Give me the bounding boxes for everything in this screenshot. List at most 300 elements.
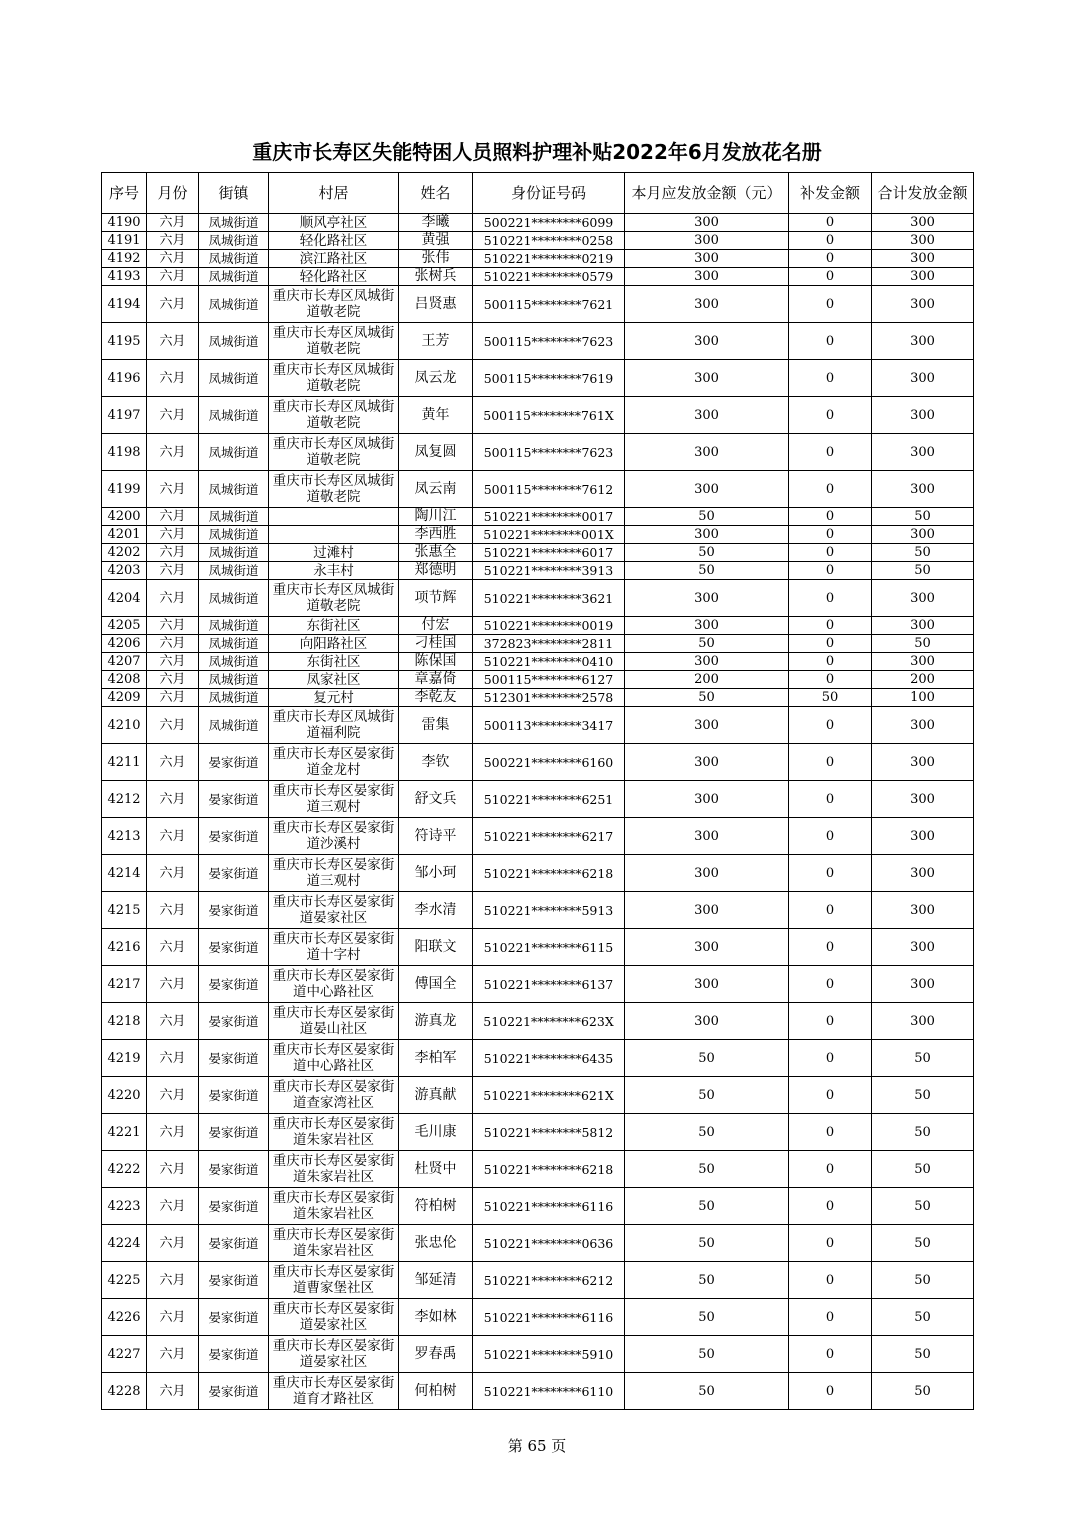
table-cell: 300: [872, 818, 974, 855]
table-cell: 300: [625, 1003, 789, 1040]
table-cell: 0: [789, 250, 872, 268]
table-cell: 过滩村: [269, 544, 399, 562]
table-cell: 吕贤惠: [399, 286, 473, 323]
table-cell: 510221********001X: [473, 526, 625, 544]
table-cell: 六月: [147, 689, 199, 707]
table-cell: 复元村: [269, 689, 399, 707]
table-cell: 300: [625, 707, 789, 744]
table-cell: 0: [789, 562, 872, 580]
roster-table: [101, 172, 974, 1410]
header-cell: 补发金额: [789, 173, 872, 214]
table-cell: 晏家街道: [199, 929, 269, 966]
table-row: [102, 397, 974, 434]
table-cell: 4191: [102, 232, 147, 250]
table-cell: 永丰村: [269, 562, 399, 580]
table-cell: 晏家街道: [199, 1151, 269, 1188]
table-cell: 0: [789, 855, 872, 892]
table-cell: 510221********5910: [473, 1336, 625, 1373]
table-row: [102, 1299, 974, 1336]
table-cell: 六月: [147, 1077, 199, 1114]
table-cell: 六月: [147, 1373, 199, 1410]
table-cell: 六月: [147, 214, 199, 232]
table-cell: 510221********6116: [473, 1299, 625, 1336]
table-cell: 0: [789, 268, 872, 286]
table-cell: 50: [625, 1299, 789, 1336]
table-cell: 500115********7619: [473, 360, 625, 397]
table-cell: 510221********0219: [473, 250, 625, 268]
table-cell: 510221********6217: [473, 818, 625, 855]
table-cell: 500115********761X: [473, 397, 625, 434]
table-row: [102, 1114, 974, 1151]
table-cell: 重庆市长寿区凤城街道敬老院: [269, 471, 399, 508]
table-cell: 重庆市长寿区凤城街道敬老院: [269, 580, 399, 617]
table-cell: 510221********0258: [473, 232, 625, 250]
table-cell: 六月: [147, 562, 199, 580]
table-cell: 50: [872, 1040, 974, 1077]
header-cell: 身份证号码: [473, 173, 625, 214]
table-cell: 500115********7621: [473, 286, 625, 323]
table-cell: 张树兵: [399, 268, 473, 286]
table-cell: 4202: [102, 544, 147, 562]
table-cell: 510221********6212: [473, 1262, 625, 1299]
table-cell: 凤城街道: [199, 508, 269, 526]
table-cell: 重庆市长寿区凤城街道敬老院: [269, 360, 399, 397]
table-row: [102, 434, 974, 471]
table-cell: 50: [625, 1336, 789, 1373]
table-cell: 300: [872, 781, 974, 818]
table-cell: 六月: [147, 1040, 199, 1077]
table-cell: 510221********623X: [473, 1003, 625, 1040]
table-cell: 凤城街道: [199, 232, 269, 250]
table-cell: 邹延清: [399, 1262, 473, 1299]
table-cell: 凤城街道: [199, 323, 269, 360]
table-cell: 凤城街道: [199, 526, 269, 544]
table-cell: 重庆市长寿区晏家街道三观村: [269, 781, 399, 818]
table-cell: 六月: [147, 1225, 199, 1262]
table-cell: 300: [625, 214, 789, 232]
table-cell: 0: [789, 286, 872, 323]
table-cell: 510221********5812: [473, 1114, 625, 1151]
table-cell: 0: [789, 744, 872, 781]
table-cell: 阳联文: [399, 929, 473, 966]
table-cell: 4194: [102, 286, 147, 323]
table-cell: 300: [872, 434, 974, 471]
table-cell: 张惠全: [399, 544, 473, 562]
table-cell: 六月: [147, 1299, 199, 1336]
table-cell: 轻化路社区: [269, 268, 399, 286]
table-row: [102, 1040, 974, 1077]
table-cell: 六月: [147, 617, 199, 635]
table-cell: 50: [625, 1077, 789, 1114]
table-cell: 300: [625, 744, 789, 781]
table-cell: 510221********6137: [473, 966, 625, 1003]
table-cell: 东街社区: [269, 653, 399, 671]
table-cell: 凤城街道: [199, 544, 269, 562]
table-cell: 510221********0579: [473, 268, 625, 286]
table-cell: 六月: [147, 526, 199, 544]
table-cell: 0: [789, 1262, 872, 1299]
table-cell: 300: [872, 397, 974, 434]
table-row: [102, 526, 974, 544]
table-cell: 重庆市长寿区晏家街道朱家岩社区: [269, 1151, 399, 1188]
table-cell: 轻化路社区: [269, 232, 399, 250]
table-row: [102, 268, 974, 286]
table-row: [102, 1188, 974, 1225]
table-cell: 六月: [147, 1003, 199, 1040]
table-cell: 300: [872, 892, 974, 929]
table-cell: [269, 526, 399, 544]
table-row: [102, 892, 974, 929]
table-cell: 张忠伦: [399, 1225, 473, 1262]
table-cell: 晏家街道: [199, 1188, 269, 1225]
table-cell: 晏家街道: [199, 781, 269, 818]
table-cell: 4213: [102, 818, 147, 855]
table-cell: 六月: [147, 508, 199, 526]
table-cell: 500221********6099: [473, 214, 625, 232]
header-cell: 月份: [147, 173, 199, 214]
table-cell: 六月: [147, 1114, 199, 1151]
table-cell: 晏家街道: [199, 1262, 269, 1299]
table-cell: 重庆市长寿区晏家街道金龙村: [269, 744, 399, 781]
table-cell: 50: [872, 1114, 974, 1151]
table-cell: 300: [625, 653, 789, 671]
table-cell: 李水清: [399, 892, 473, 929]
table-cell: 游真献: [399, 1077, 473, 1114]
table-cell: 4212: [102, 781, 147, 818]
table-cell: 510221********0410: [473, 653, 625, 671]
table-cell: 六月: [147, 580, 199, 617]
table-cell: 重庆市长寿区晏家街道晏家社区: [269, 1299, 399, 1336]
table-cell: 凤复圆: [399, 434, 473, 471]
header-cell: 村居: [269, 173, 399, 214]
table-cell: 50: [872, 1077, 974, 1114]
table-row: [102, 1336, 974, 1373]
table-cell: 4210: [102, 707, 147, 744]
table-cell: 0: [789, 232, 872, 250]
table-cell: 0: [789, 1114, 872, 1151]
table-cell: 李曦: [399, 214, 473, 232]
table-cell: 50: [872, 508, 974, 526]
table-cell: 晏家街道: [199, 892, 269, 929]
table-cell: 雷集: [399, 707, 473, 744]
table-cell: 六月: [147, 966, 199, 1003]
table-cell: 510221********6115: [473, 929, 625, 966]
table-cell: 510221********6110: [473, 1373, 625, 1410]
table-cell: 4193: [102, 268, 147, 286]
table-cell: 50: [872, 1299, 974, 1336]
table-row: [102, 562, 974, 580]
table-cell: 0: [789, 434, 872, 471]
header-cell: 合计发放金额: [872, 173, 974, 214]
table-row: [102, 617, 974, 635]
table-cell: 300: [625, 781, 789, 818]
table-cell: 50: [872, 544, 974, 562]
table-cell: 0: [789, 214, 872, 232]
table-cell: 300: [872, 855, 974, 892]
table-cell: 50: [625, 1188, 789, 1225]
table-cell: 510221********6435: [473, 1040, 625, 1077]
table-cell: 晏家街道: [199, 818, 269, 855]
table-cell: 六月: [147, 286, 199, 323]
table-cell: 重庆市长寿区晏家街道育才路社区: [269, 1373, 399, 1410]
table-cell: 晏家街道: [199, 1077, 269, 1114]
table-cell: 300: [625, 471, 789, 508]
table-cell: 4211: [102, 744, 147, 781]
table-cell: 六月: [147, 707, 199, 744]
table-cell: 500115********7623: [473, 434, 625, 471]
table-cell: 重庆市长寿区凤城街道敬老院: [269, 397, 399, 434]
table-cell: 50: [625, 1262, 789, 1299]
table-cell: 200: [625, 671, 789, 689]
table-cell: 300: [872, 214, 974, 232]
table-cell: 杜贤中: [399, 1151, 473, 1188]
table-cell: 重庆市长寿区晏家街道曹家堡社区: [269, 1262, 399, 1299]
table-cell: 510221********0019: [473, 617, 625, 635]
table-cell: 50: [872, 635, 974, 653]
table-row: [102, 360, 974, 397]
table-cell: 晏家街道: [199, 966, 269, 1003]
table-cell: 4223: [102, 1188, 147, 1225]
table-row: [102, 1373, 974, 1410]
table-cell: 4205: [102, 617, 147, 635]
table-cell: 凤城街道: [199, 707, 269, 744]
table-cell: 510221********0636: [473, 1225, 625, 1262]
table-cell: 六月: [147, 1151, 199, 1188]
table-cell: 符诗平: [399, 818, 473, 855]
table-cell: 0: [789, 1373, 872, 1410]
table-cell: 0: [789, 397, 872, 434]
table-cell: 300: [872, 744, 974, 781]
table-cell: 4199: [102, 471, 147, 508]
table-cell: 六月: [147, 323, 199, 360]
table-cell: 凤城街道: [199, 214, 269, 232]
table-cell: 0: [789, 1040, 872, 1077]
table-cell: 510221********6218: [473, 855, 625, 892]
table-cell: 300: [872, 471, 974, 508]
table-cell: 300: [625, 434, 789, 471]
table-cell: 凤城街道: [199, 580, 269, 617]
table-cell: 凤城街道: [199, 653, 269, 671]
table-cell: 六月: [147, 892, 199, 929]
table-cell: 罗春禹: [399, 1336, 473, 1373]
table-cell: 付宏: [399, 617, 473, 635]
table-cell: 50: [625, 1114, 789, 1151]
table-cell: 黄强: [399, 232, 473, 250]
table-cell: 4225: [102, 1262, 147, 1299]
table-cell: 0: [789, 892, 872, 929]
table-cell: 0: [789, 1299, 872, 1336]
table-cell: 重庆市长寿区晏家街道晏家社区: [269, 892, 399, 929]
table-cell: 顺风亭社区: [269, 214, 399, 232]
table-cell: 50: [789, 689, 872, 707]
table-cell: 0: [789, 929, 872, 966]
table-cell: 300: [872, 653, 974, 671]
table-cell: 东街社区: [269, 617, 399, 635]
table-cell: 4208: [102, 671, 147, 689]
table-cell: 0: [789, 1003, 872, 1040]
table-cell: 300: [625, 818, 789, 855]
table-cell: 0: [789, 1225, 872, 1262]
table-cell: 300: [872, 929, 974, 966]
table-cell: 六月: [147, 653, 199, 671]
table-cell: 章嘉倚: [399, 671, 473, 689]
table-cell: 4207: [102, 653, 147, 671]
table-cell: 4196: [102, 360, 147, 397]
table-cell: 符柏树: [399, 1188, 473, 1225]
page-number: 第 65 页: [507, 1437, 567, 1455]
table-cell: 300: [625, 526, 789, 544]
table-cell: 邹小珂: [399, 855, 473, 892]
table-cell: 六月: [147, 471, 199, 508]
table-cell: 4220: [102, 1077, 147, 1114]
table-cell: 六月: [147, 671, 199, 689]
table-cell: 510221********3621: [473, 580, 625, 617]
table-cell: 重庆市长寿区晏家街道沙溪村: [269, 818, 399, 855]
table-cell: 50: [872, 1188, 974, 1225]
table-cell: 重庆市长寿区凤城街道敬老院: [269, 434, 399, 471]
table-cell: 4195: [102, 323, 147, 360]
table-cell: 4222: [102, 1151, 147, 1188]
table-cell: 晏家街道: [199, 1299, 269, 1336]
table-cell: 凤云龙: [399, 360, 473, 397]
table-cell: 六月: [147, 744, 199, 781]
table-cell: 郑德明: [399, 562, 473, 580]
table-cell: 晏家街道: [199, 1225, 269, 1262]
table-cell: 六月: [147, 232, 199, 250]
table-cell: 晏家街道: [199, 744, 269, 781]
table-cell: 50: [872, 1373, 974, 1410]
table-cell: 500115********7612: [473, 471, 625, 508]
table-cell: 4204: [102, 580, 147, 617]
table-cell: 重庆市长寿区凤城街道敬老院: [269, 323, 399, 360]
table-cell: 重庆市长寿区晏家街道朱家岩社区: [269, 1225, 399, 1262]
table-cell: 50: [625, 508, 789, 526]
table-cell: 凤城街道: [199, 635, 269, 653]
table-row: [102, 635, 974, 653]
table-cell: 4200: [102, 508, 147, 526]
table-cell: 510221********6116: [473, 1188, 625, 1225]
table-cell: 4203: [102, 562, 147, 580]
table-cell: 何柏树: [399, 1373, 473, 1410]
table-cell: 项节辉: [399, 580, 473, 617]
table-cell: 晏家街道: [199, 1003, 269, 1040]
table-cell: 0: [789, 653, 872, 671]
table-cell: 100: [872, 689, 974, 707]
table-cell: 0: [789, 580, 872, 617]
table-cell: 50: [625, 1040, 789, 1077]
table-cell: 300: [625, 286, 789, 323]
table-cell: 300: [872, 617, 974, 635]
table-cell: 0: [789, 635, 872, 653]
table-cell: 李钦: [399, 744, 473, 781]
table-cell: 300: [872, 966, 974, 1003]
table-cell: [269, 508, 399, 526]
table-cell: 重庆市长寿区晏家街道朱家岩社区: [269, 1114, 399, 1151]
table-cell: 50: [625, 1225, 789, 1262]
table-cell: 300: [872, 1003, 974, 1040]
table-cell: 300: [872, 268, 974, 286]
table-row: [102, 855, 974, 892]
table-cell: 300: [625, 617, 789, 635]
table-cell: 500115********6127: [473, 671, 625, 689]
table-cell: 510221********5913: [473, 892, 625, 929]
table-cell: 游真龙: [399, 1003, 473, 1040]
table-cell: 300: [872, 580, 974, 617]
table-cell: 300: [625, 855, 789, 892]
table-cell: 刁桂国: [399, 635, 473, 653]
table-cell: 300: [872, 323, 974, 360]
table-cell: 晏家街道: [199, 1040, 269, 1077]
table-cell: 0: [789, 526, 872, 544]
table-cell: 李西胜: [399, 526, 473, 544]
table-cell: 4221: [102, 1114, 147, 1151]
table-cell: 50: [872, 562, 974, 580]
table-cell: 300: [872, 707, 974, 744]
table-cell: 510221********6017: [473, 544, 625, 562]
table-cell: 300: [625, 397, 789, 434]
table-cell: 晏家街道: [199, 855, 269, 892]
table-cell: 凤城街道: [199, 286, 269, 323]
table-cell: 凤城街道: [199, 434, 269, 471]
table-cell: 六月: [147, 1336, 199, 1373]
table-row: [102, 966, 974, 1003]
table-cell: 300: [625, 323, 789, 360]
table-cell: 300: [625, 892, 789, 929]
table-cell: 300: [872, 250, 974, 268]
table-cell: 50: [872, 1225, 974, 1262]
table-row: [102, 781, 974, 818]
table-cell: 六月: [147, 434, 199, 471]
table-cell: 0: [789, 966, 872, 1003]
table-cell: 300: [872, 360, 974, 397]
table-cell: 4206: [102, 635, 147, 653]
table-cell: 4198: [102, 434, 147, 471]
table-row: [102, 1225, 974, 1262]
table-cell: 重庆市长寿区晏家街道晏山社区: [269, 1003, 399, 1040]
table-cell: 300: [625, 580, 789, 617]
table-cell: 0: [789, 707, 872, 744]
header-row: [102, 173, 974, 214]
table-row: [102, 689, 974, 707]
table-cell: 4218: [102, 1003, 147, 1040]
table-row: [102, 1151, 974, 1188]
table-cell: 4190: [102, 214, 147, 232]
table-cell: 4215: [102, 892, 147, 929]
table-cell: 4224: [102, 1225, 147, 1262]
table-cell: 六月: [147, 397, 199, 434]
table-cell: 六月: [147, 360, 199, 397]
table-cell: 陈保国: [399, 653, 473, 671]
table-cell: 李如林: [399, 1299, 473, 1336]
table-cell: 0: [789, 1188, 872, 1225]
table-row: [102, 286, 974, 323]
table-cell: 300: [872, 286, 974, 323]
table-row: [102, 323, 974, 360]
table-cell: 六月: [147, 250, 199, 268]
table-cell: 陶川江: [399, 508, 473, 526]
table-cell: 0: [789, 671, 872, 689]
table-cell: 200: [872, 671, 974, 689]
table-cell: 向阳路社区: [269, 635, 399, 653]
table-cell: 0: [789, 617, 872, 635]
table-cell: 六月: [147, 781, 199, 818]
table-cell: 六月: [147, 929, 199, 966]
table-cell: 372823********2811: [473, 635, 625, 653]
table-cell: 重庆市长寿区晏家街道朱家岩社区: [269, 1188, 399, 1225]
table-cell: 六月: [147, 1262, 199, 1299]
table-cell: 500115********7623: [473, 323, 625, 360]
table-cell: 六月: [147, 855, 199, 892]
